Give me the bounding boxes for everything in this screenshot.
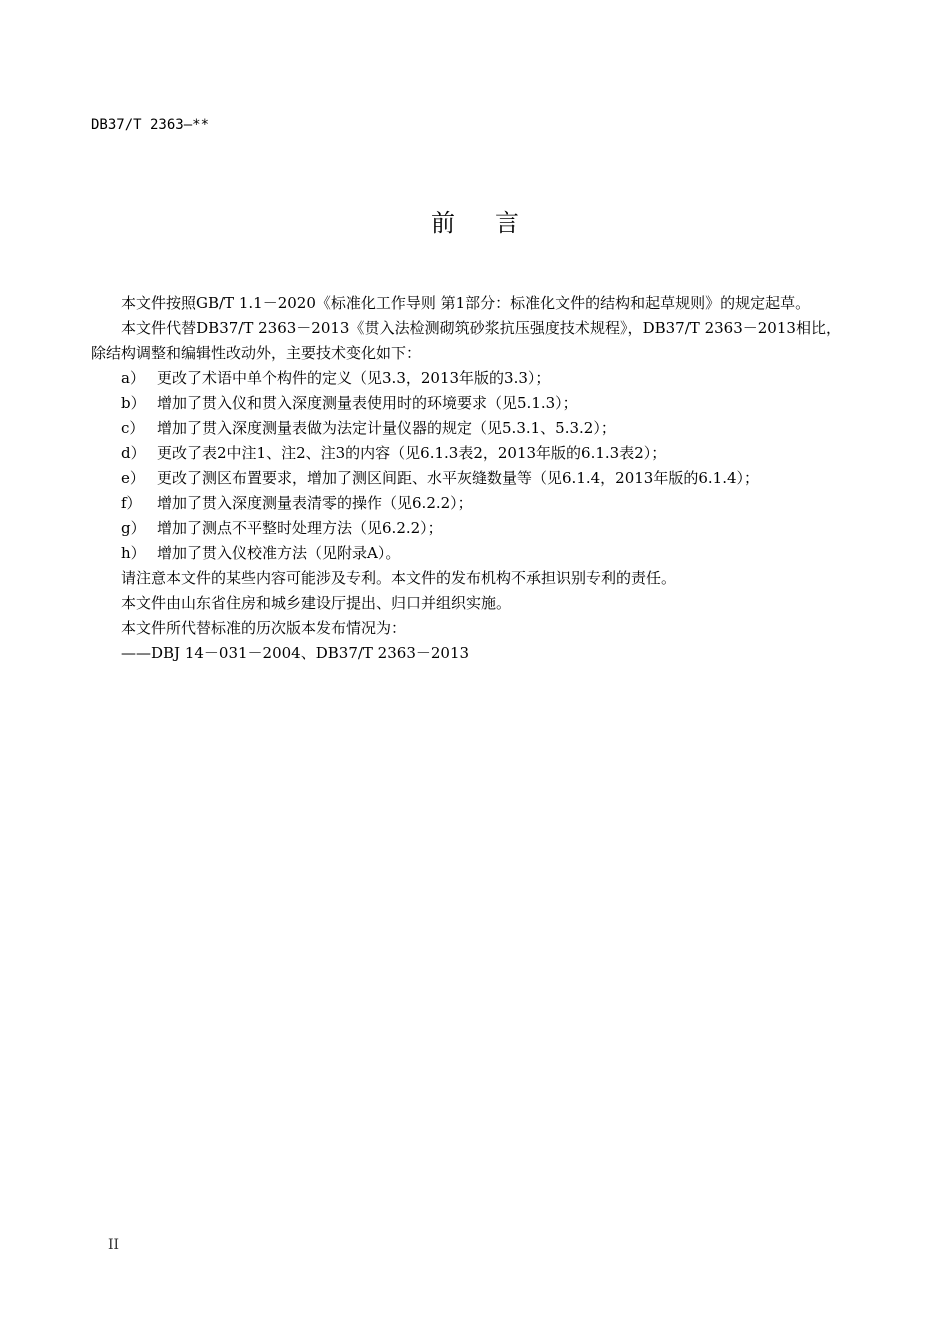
drafting-rules-paragraph: 本文件按照GB/T 1.1－2020《标准化工作导则 第1部分：标准化文件的结构和起草规则》的规定起草。 (121, 294, 811, 312)
foreword-body (91, 291, 841, 666)
list-item-text: 更改了表2中注1、注2、注3的内容（见6.1.3表2，2013年版的6.1.3表2）； (157, 444, 667, 462)
list-item-text: 增加了贯入深度测量表做为法定计量仪器的规定（见5.3.1、5.3.2）； (157, 419, 616, 437)
list-marker: f） (121, 494, 142, 512)
list-item-text: 增加了测点不平整时处理方法（见6.2.2）； (157, 519, 443, 537)
list-marker: d） (121, 444, 146, 462)
list-item-text: 增加了贯入仪和贯入深度测量表使用时的环境要求（见5.1.3）； (157, 394, 578, 412)
list-item (91, 541, 841, 566)
list-item (91, 466, 841, 491)
list-item-text: 增加了贯入仪校准方法（见附录A）。 (157, 544, 401, 562)
list-item (91, 491, 841, 516)
list-marker: h） (121, 544, 146, 562)
list-item-text: 更改了术语中单个构件的定义（见3.3，2013年版的3.3）； (157, 369, 551, 387)
list-marker: b） (121, 394, 146, 412)
list-item (91, 516, 841, 541)
replacement-paragraph: 本文件代替DB37/T 2363－2013《贯入法检测砌筑砂浆抗压强度技术规程》，DB37/T 2363－2013相比，除结构调整和编辑性改动外，主要技术变化如下： (91, 319, 841, 362)
list-item (91, 391, 841, 416)
patent-notice: 请注意本文件的某些内容可能涉及专利。本文件的发布机构不承担识别专利的责任。 (121, 569, 677, 587)
list-marker: g） (121, 519, 146, 537)
history-versions: ——DBJ 14－031－2004、DB37/T 2363－2013 (121, 644, 470, 662)
list-marker: e） (121, 469, 145, 487)
page-title: 前言 (431, 209, 559, 237)
page-number: II (108, 1237, 120, 1253)
list-item-text: 增加了贯入深度测量表清零的操作（见6.2.2）； (157, 494, 473, 512)
list-item (91, 366, 841, 391)
list-item (91, 441, 841, 466)
history-intro: 本文件所代替标准的历次版本发布情况为： (121, 619, 407, 637)
document-code: DB37/T 2363—** (91, 117, 210, 133)
proposer-statement: 本文件由山东省住房和城乡建设厅提出、归口并组织实施。 (121, 594, 512, 612)
changes-list (91, 366, 841, 566)
list-item-text: 更改了测区布置要求，增加了测区间距、水平灰缝数量等（见6.1.4，2013年版的6.1.4）； (157, 469, 760, 487)
list-marker: a） (121, 369, 145, 387)
list-marker: c） (121, 419, 145, 437)
list-item (91, 416, 841, 441)
